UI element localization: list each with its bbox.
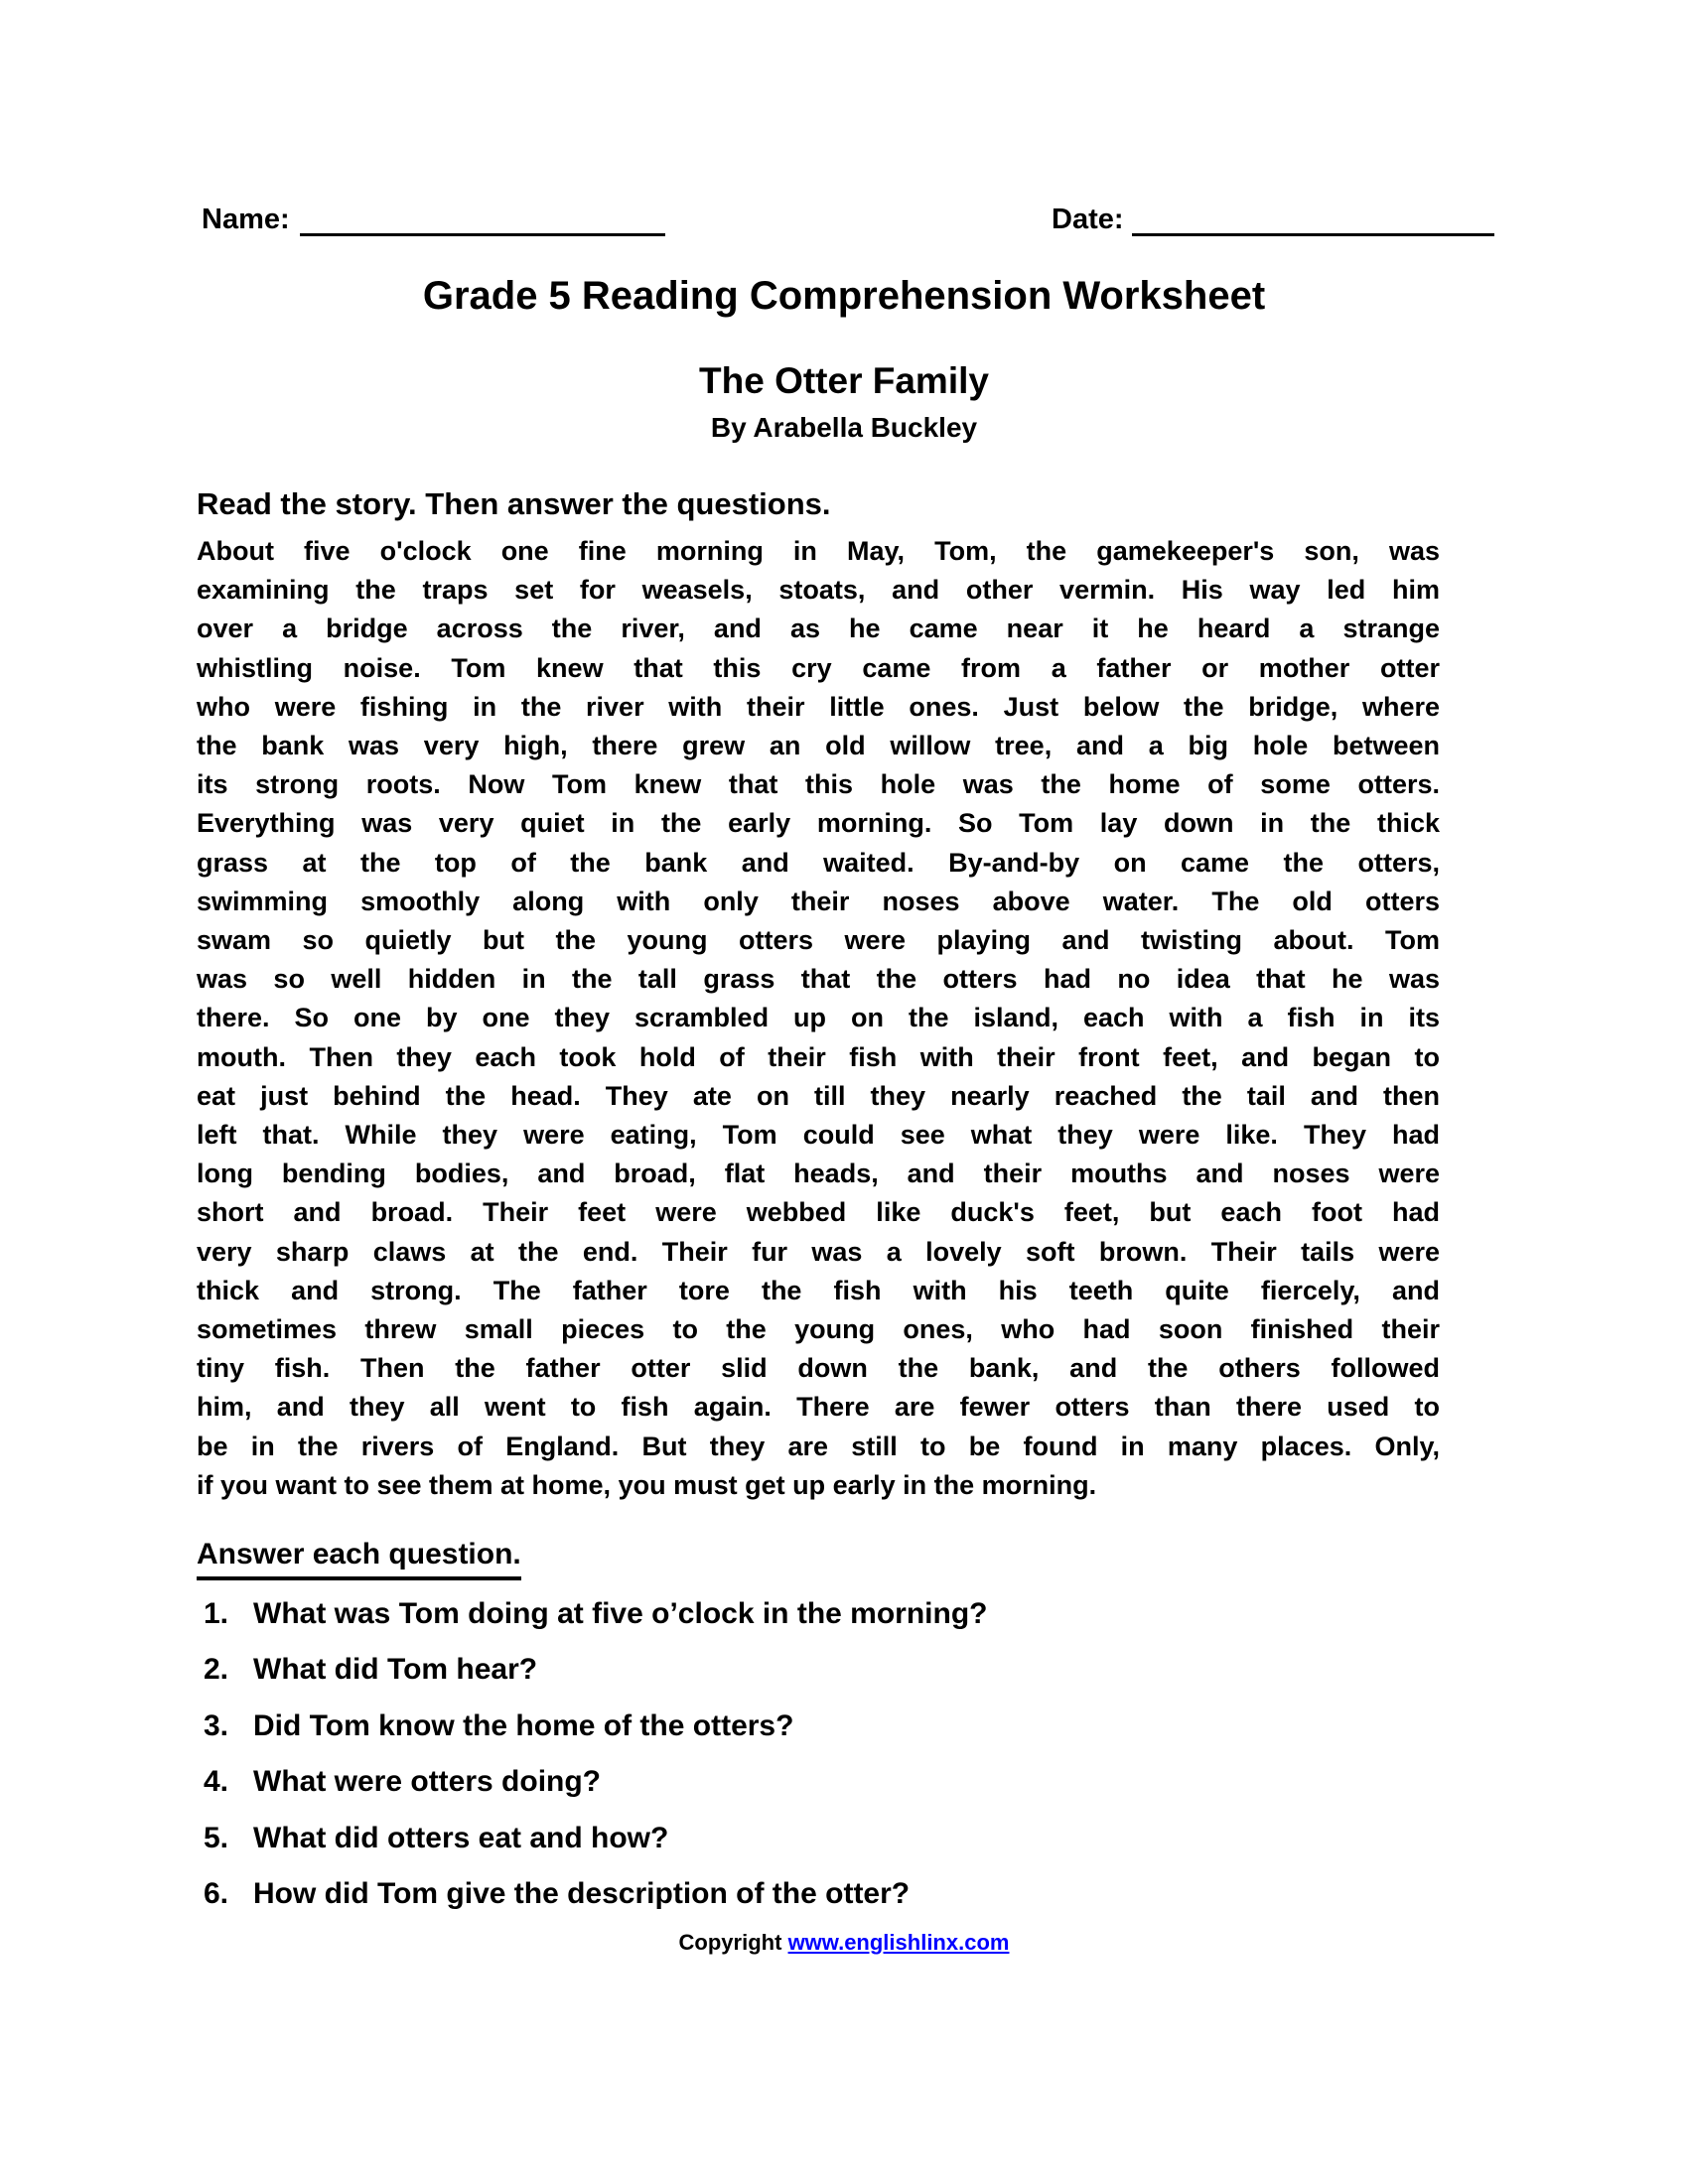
question-number: 1. [204,1597,229,1630]
instruction-text: Read the story. Then answer the questions. [197,486,831,521]
question-number: 6. [204,1876,229,1910]
question-item [204,1878,1494,1934]
story-line: its strong roots. Now Tom knew that this hole was the home of some otters. [197,769,1440,800]
question-text: How did Tom give the description of the otter? [253,1876,911,1910]
story-line: be in the rivers of England. But they are still to be found in many places. Only, [197,1431,1440,1461]
story-line: swam so quietly but the young otters were playing and twisting about. Tom [197,925,1440,956]
story-line: eat just behind the head. They ate on till they nearly reached the tail and then [197,1080,1440,1111]
date-label: Date: [1052,204,1124,235]
date-field-group [1052,204,1494,236]
story-line: short and broad. Their feet were webbed like duck's feet, but each foot had [197,1197,1440,1228]
story-line: very sharp claws at the end. Their fur was a lovely soft brown. Their tails were [197,1236,1440,1267]
story-line: the bank was very high, there grew an old willow tree, and a big hole between [197,731,1440,761]
question-item [204,1710,1494,1766]
question-text: What did Tom hear? [253,1653,538,1687]
question-text: What did otters eat and how? [253,1821,669,1854]
question-item [204,1598,1494,1654]
questions-heading: Answer each question. [197,1538,521,1580]
question-number: 3. [204,1708,229,1742]
question-text: What was Tom doing at five o’clock in the morning? [253,1597,988,1630]
story-title: The Otter Family [699,360,989,401]
story-line: left that. While they were eating, Tom could see what they were like. They had [197,1120,1440,1151]
copyright-label: Copyright [678,1930,782,1955]
question-item [204,1654,1494,1709]
story-line: him, and they all went to fish again. There are fewer otters than there used to [197,1392,1440,1423]
question-number: 4. [204,1765,229,1799]
story-line: tiny fish. Then the father otter slid down the bank, and the others followed [197,1353,1440,1384]
copyright-link[interactable]: www.englishlinx.com [787,1930,1010,1955]
question-text: What were otters doing? [253,1765,602,1799]
name-blank-line [300,233,665,236]
byline: By Arabella Buckley [710,412,978,443]
story-line: swimming smoothly along with only their noses above water. The old otters [197,886,1440,916]
story-paragraph [197,532,1440,1505]
question-item [204,1766,1494,1822]
story-line: if you want to see them at home, you must get up early in the morning. [197,1469,1097,1500]
story-line: sometimes threw small pieces to the young ones, who had soon finished their [197,1314,1440,1345]
questions-list [204,1598,1494,1934]
story-line: mouth. Then they each took hold of their fish with their front feet, and began to [197,1041,1440,1072]
name-label: Name: [202,204,290,235]
question-item [204,1823,1494,1878]
story-line: About five o'clock one fine morning in May, Tom, the gamekeeper's son, was [197,536,1440,566]
worksheet-title: Grade 5 Reading Comprehension Worksheet [422,274,1266,318]
question-number: 5. [204,1821,229,1854]
story-line: over a bridge across the river, and as he came near it he heard a strange [197,614,1440,644]
name-field-group [202,204,665,236]
date-blank-line [1132,233,1494,236]
story-line: thick and strong. The father tore the fish with his teeth quite fiercely, and [197,1275,1440,1305]
footer [0,1930,1688,1956]
story-line: whistling noise. Tom knew that this cry came from a father or mother otter [197,652,1440,683]
question-number: 2. [204,1653,229,1687]
story-line: there. So one by one they scrambled up on the island, each with a fish in its [197,1003,1440,1033]
story-line: was so well hidden in the tall grass that the otters had no idea that he was [197,964,1440,995]
story-line: who were fishing in the river with their little ones. Just below the bridge, where [197,691,1440,722]
story-line: Everything was very quiet in the early morning. So Tom lay down in the thick [197,808,1440,839]
question-text: Did Tom know the home of the otters? [253,1708,794,1742]
story-line: long bending bodies, and broad, flat heads, and their mouths and noses were [197,1159,1440,1189]
story-line: examining the traps set for weasels, stoats, and other vermin. His way led him [197,575,1440,606]
story-line: grass at the top of the bank and waited. By-and-by on came the otters, [197,847,1440,878]
